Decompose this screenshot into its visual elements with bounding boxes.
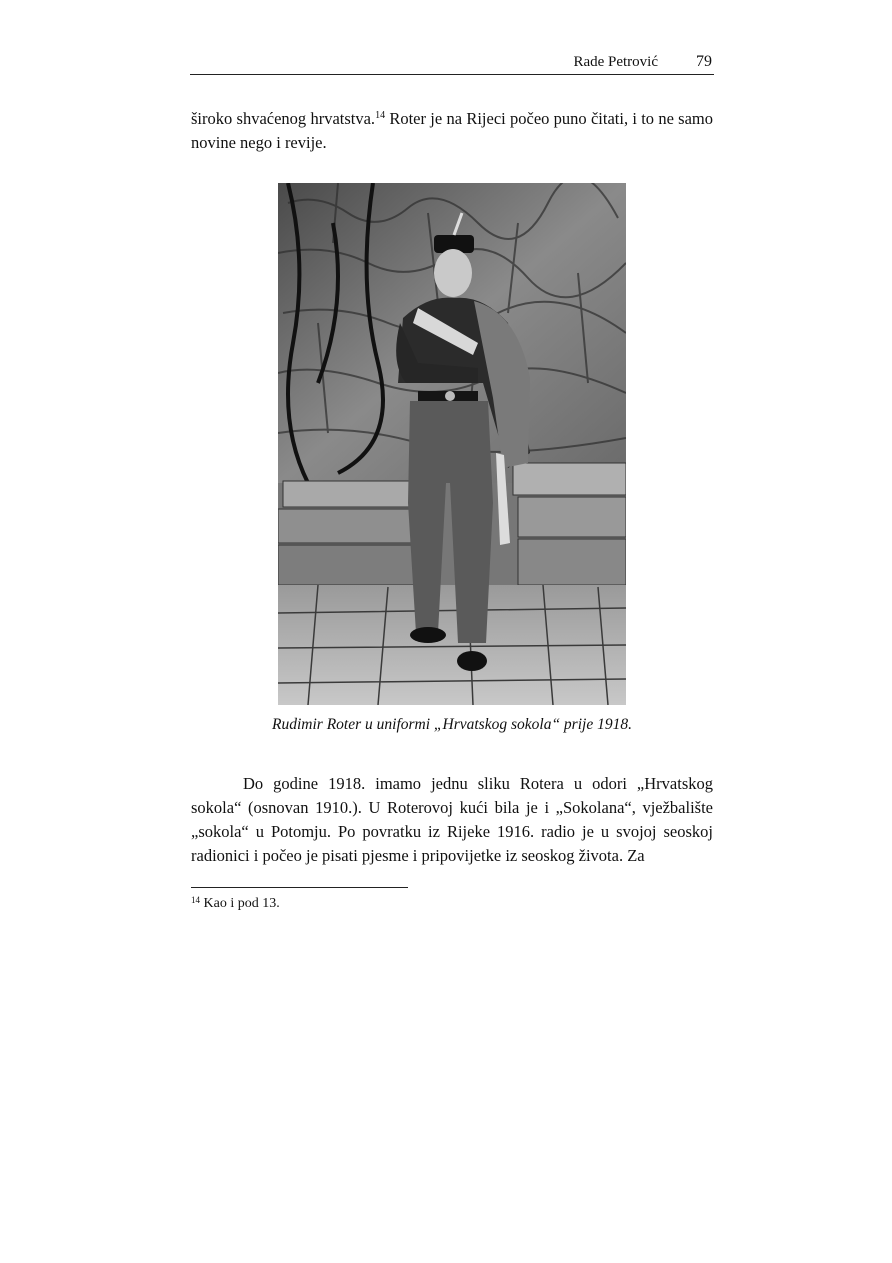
figure-caption: Rudimir Roter u uniformi „Hrvatskog sokola“ prije 1918.	[272, 716, 632, 733]
footnote-separator	[191, 887, 408, 888]
footnote-text: Kao i pod 13.	[200, 896, 280, 911]
header-author: Rade Petrović	[573, 54, 658, 70]
paragraph-1-rest: Roter je na Rijeci počeo puno čitati, i to ne samo novine nego i revije.	[191, 109, 714, 152]
paragraph-1-text: široko shvaćenog hrvatstva.	[191, 109, 376, 128]
page-number: 79	[696, 53, 712, 70]
paragraph-1	[191, 107, 713, 155]
running-header	[190, 52, 714, 75]
photo-soldier-in-uniform	[278, 183, 626, 705]
footnote	[191, 896, 280, 912]
paragraph-2-text: Do godine 1918. imamo jednu sliku Rotera u odori „Hrvatskog sokola“ (osnovan 1910.). U Roterovoj kući bila je i „Sokolana“, vježbalište „sokola“ u Potomju. Po povratku iz Rijeke 1916. radio je u svojoj seoskoj radionici i počeo je pisati pjesme i pripovijetke iz seoskog života. Za	[191, 774, 713, 865]
footnote-number: 14	[191, 895, 200, 905]
footnote-ref[interactable]: 14	[375, 110, 386, 121]
paragraph-2	[191, 772, 713, 868]
